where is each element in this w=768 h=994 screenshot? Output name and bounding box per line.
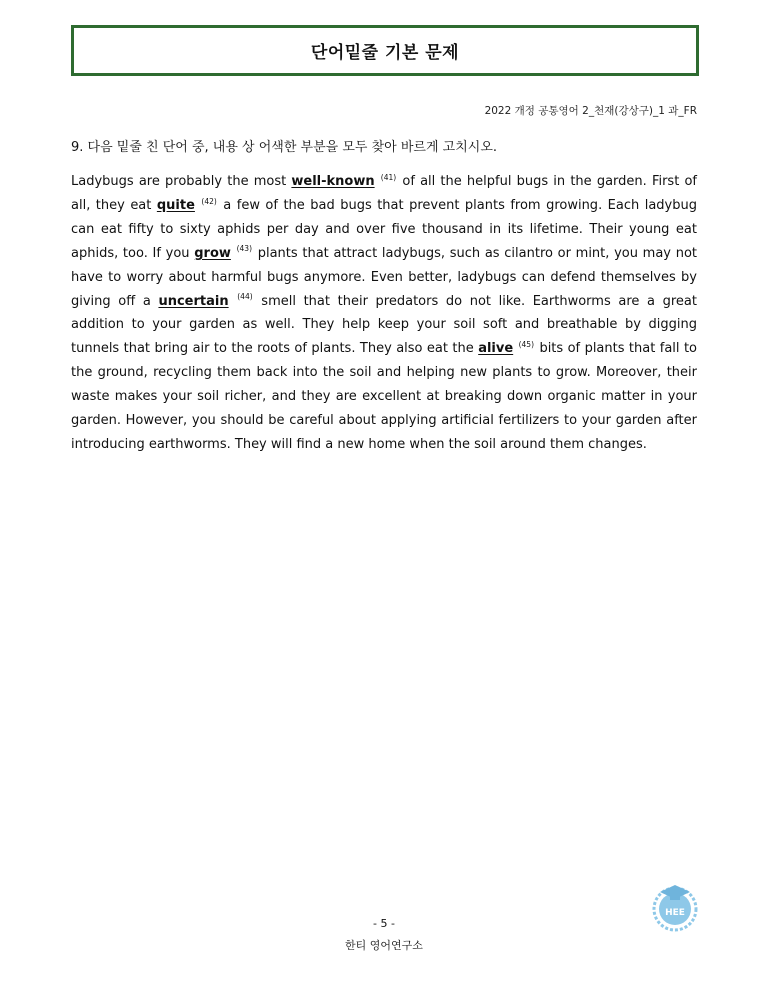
marker-44: (44) — [237, 292, 253, 302]
source-label: 2022 개정 공통영어 2_천재(강상구)_1 과_FR — [484, 105, 697, 117]
question-prompt: 9. 다음 밑줄 친 단어 중, 내용 상 어색한 부분을 모두 찾아 바르게 고치시오. — [71, 140, 498, 155]
title-box — [71, 25, 699, 76]
marker-43: (43) — [236, 244, 253, 254]
logo-text: HEE — [665, 908, 685, 918]
footer-org: 한티 영어연구소 — [345, 939, 423, 952]
underlined-word-45: alive — [478, 341, 514, 357]
underlined-word-44: uncertain — [158, 293, 229, 309]
passage-text: a few of the bad bugs that prevent plants from growing. Each ladybug can eat fifty to sixty aphids per day and over five thousand in its lifetime. Their young eat aphids, too. If you — [71, 197, 697, 261]
passage-text: of all the helpful bugs in the garden. First of all, they eat — [71, 174, 697, 213]
marker-41: (41) — [380, 172, 397, 182]
underlined-word-42: quite — [156, 197, 195, 213]
page-number: - 5 - — [373, 917, 395, 930]
passage — [71, 170, 697, 457]
passage-text: smell that their predators do not like. Earthworms are a great addition to your garden as well. They help keep your soil soft and breathable by digging tunnels that bring air to the roots of plants. They also eat the — [71, 293, 697, 357]
page-title: 단어밑줄 기본 문제 — [310, 43, 460, 63]
marker-42: (42) — [201, 196, 217, 206]
underlined-word-43: grow — [194, 245, 231, 261]
underlined-word-41: well-known — [291, 174, 375, 189]
marker-45: (45) — [518, 340, 535, 350]
passage-text: Ladybugs are probably the most — [71, 174, 292, 189]
passage-text: plants that attract ladybugs, such as cilantro or mint, you may not have to worry about harmful bugs anymore. Even better, ladybugs can defend themselves by giving off a — [71, 245, 697, 309]
passage-text: bits of plants that fall to the ground, recycling them back into the soil and helping new plants to grow. Moreover, their waste makes your soil richer, and they are excellent at breaking down organic matter in your garden. However, you should be careful about applying artificial fertilizers to your garden after introducing earthworms. They will find a new home when the soil around them changes. — [71, 341, 698, 452]
